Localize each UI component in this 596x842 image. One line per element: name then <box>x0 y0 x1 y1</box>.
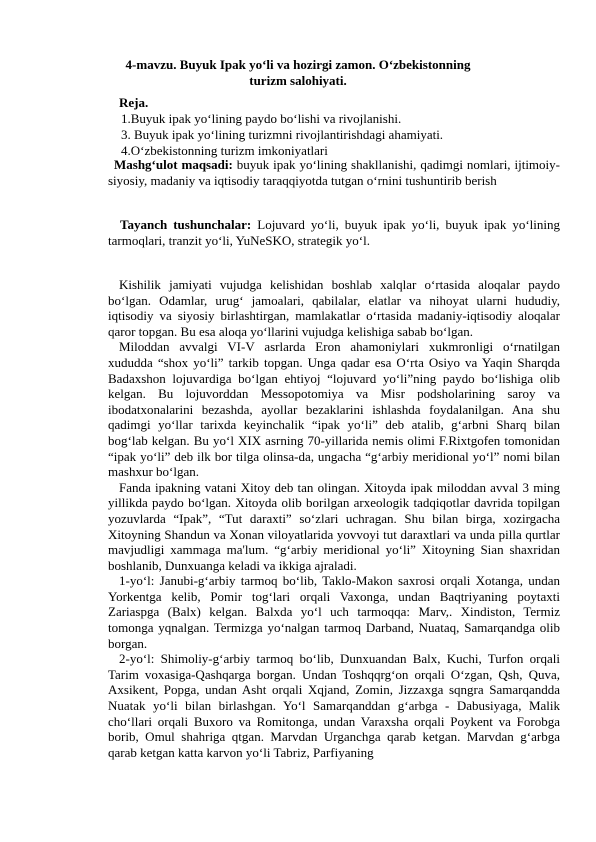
body-text <box>108 277 560 760</box>
paragraph: Miloddan avvalgi VI-V asrlarda Eron ahamoniylari xukmronligi o‘rnatilgan xududda “shox yo‘li” tarkib topgan. Unga qadar esa O‘rta Osiyo va Yaqin Sharqda Badaxshon lojuvardiga bo‘lgan ehtiyoj “lojuvard yo‘li”ning paydo bo‘lishiga olib kelgan. Bu lojuvorddan Messopotomiya va Misr podsholarining saroy va ibodatxonalarini bezashda, ayollar bezaklarini ishlashda foydalanilgan. Ana shu qadimgi yo‘llar tarixda keyinchalik “ipak yo‘li” deb atalib, g‘arbni Sharq bilan bog‘lab kelgan. Bu yo‘l XIX asrning 70-yillarida nemis olimi F.Rixtgofen tomonidan “ipak yo‘li” deb ilk bor tilga olinsa-da, ungacha “g‘arbiy meridional yo‘l” nomi bilan mashxur bo‘lgan. <box>108 339 560 480</box>
key-terms <box>108 217 560 248</box>
plan-item: 4.O‘zbekistonning turizm imkoniyatlari <box>121 143 328 158</box>
paragraph: 2-yo‘l: Shimoliy-g‘arbiy tarmoq bo‘lib, Dunxuandan Balx, Kuchi, Turfon orqali Tarim voxasiga-Qashqarga borgan. Undan Toshqqrg‘on orqali O‘zgan, Qsh, Quva, Axsikent, Popga, undan Asht orqali Xqjand, Zomin, Jizzaxga sqngra Samarqandda Nuatak yo‘li bilan birlashgan. Yo‘l Samarqanddan g‘arbga - Dabusiyaga, Malik cho‘llari orqali Buxoro va Romitonga, undan Varaxsha orqali Poykent va Forobga borib, Omul shahriga qtgan. Marvdan Urganchga qarab ketgan. Marvdan g‘arbga qarab ketgan katta karvon yo‘li Tabriz, Parfiyaning <box>108 651 560 760</box>
plan-list <box>121 111 573 159</box>
terms-text: Lojuvard yo‘li, buyuk ipak yo‘li, buyuk ipak yo‘lining tarmoqlari, tranzit yo‘li, YuNeSKO, strategik yo‘l. <box>108 217 561 248</box>
paragraph: 1-yo‘l: Janubi-g‘arbiy tarmoq bo‘lib, Taklo-Makon saxrosi orqali Xotanga, undan Yorkentga kelib, Pomir tog‘lari orqali Vaxonga, undan Baqtriyaning poytaxti Zariaspga (Balx) kelgan. Balxda yo‘l uch tarmoqqa: Marv,. Xindiston, Termiz tomonga yqnalgan. Termizga yo‘nalgan tarmoq Darband, Nuataq, Samarqandga olib borgan. <box>108 573 560 651</box>
lesson-goal <box>108 157 560 188</box>
paragraph: Fanda ipakning vatani Xitoy deb tan olingan. Xitoyda ipak miloddan avval 3 ming yillikda paydo bo‘lgan. Xitoyda olib borilgan arxeologik tadqiqotlar davrida topilgan yozuvlarda “Ipak”, “Tut daraxti” so‘zlari uchragan. Shu bilan birga, xozirgacha Xitoyning Shandun va Xonan viloyatlarida yovvoyi tut daraxtlari va unda pilla qurtlar mavjudligi xammaga ma'lum. “g‘arbiy meridional yo‘li” Xitoyning Sian shaxridan boshlanib, Dunxuanga keladi va ikkiga ajraladi. <box>108 479 560 573</box>
terms-label: Tayanch tushunchalar: <box>120 217 252 232</box>
plan-item: 3. Buyuk ipak yo‘lining turizmni rivojlantirishdagi ahamiyati. <box>121 127 444 142</box>
goal-text: buyuk ipak yo‘lining shakllanishi, qadimgi nomlari, ijtimoiy-siyosiy, madaniy va iqtisodiy taraqqiyotda tutgan o‘rnini tushuntirib berish <box>108 157 560 188</box>
plan-heading: Reja. <box>119 95 149 110</box>
paragraph: Kishilik jamiyati vujudga kelishidan boshlab xalqlar o‘rtasida aloqalar paydo bo‘lgan. Odamlar, urug‘ jamoalari, qabilalar, elatlar va nihoyat ularni hududiy, iqtisodiy va siyosiy birlashtirgan, mamlakatlar o‘rtasida madaniy-iqtisodiy aloqalar qaror topgan. Bu esa aloqa yo‘llarini vujudga kelishiga sabab bo‘lgan. <box>108 277 560 339</box>
goal-label: Mashg‘ulot maqsadi: <box>114 157 233 172</box>
page-title: 4-mavzu. Buyuk Ipak yo‘li va hozirgi zamon. O‘zbekistonning turizm salohiyati. <box>125 57 471 88</box>
plan-item: 1.Buyuk ipak yo‘lining paydo bo‘lishi va rivojlanishi. <box>121 111 402 126</box>
